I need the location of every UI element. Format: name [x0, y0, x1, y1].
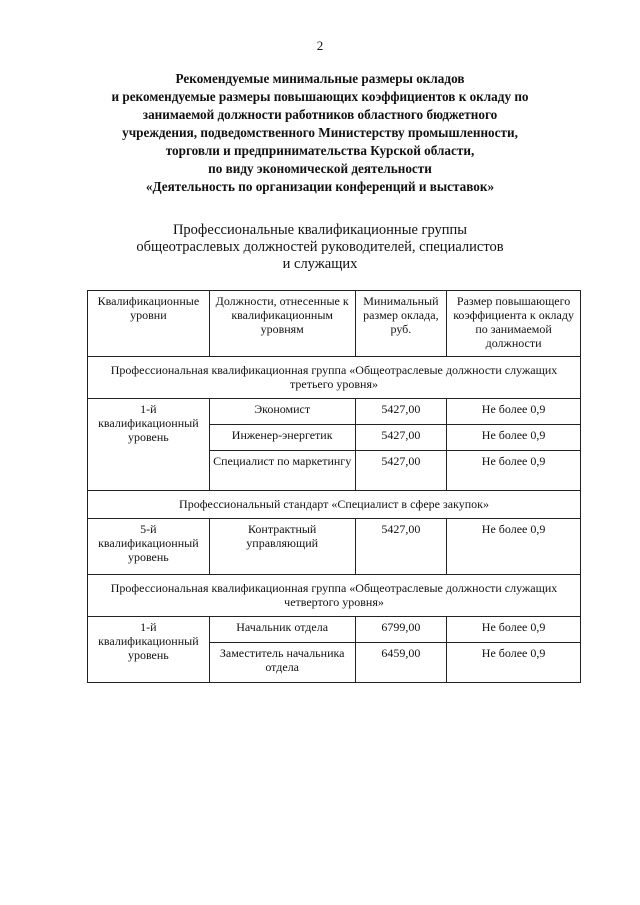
coefficient-cell: Не более 0,9 [447, 399, 581, 425]
position-cell: Экономист [209, 399, 355, 425]
qualification-level: 1-й квалификационный уровень [88, 399, 210, 491]
salary-cell: 5427,00 [355, 451, 447, 491]
group-title-row [88, 357, 581, 399]
table-row [88, 519, 581, 575]
title-line: Рекомендуемые минимальные размеры окладов [175, 71, 465, 86]
group-title: Профессиональная квалификационная группа «Общеотраслевые должности служащих третьего уровня» [88, 357, 581, 399]
table-row [88, 617, 581, 643]
title-line: «Деятельность по организации конференций и выставок» [145, 179, 495, 194]
title-line: учреждения, подведомственного Министерству промышленности, [122, 125, 518, 140]
coefficient-cell: Не более 0,9 [447, 451, 581, 491]
title-line: по виду экономической деятельности [208, 161, 432, 176]
salary-cell: 6799,00 [355, 617, 447, 643]
group-title: Профессиональная квалификационная группа «Общеотраслевые должности служащих четвертого уровня» [88, 575, 581, 617]
group-title: Профессиональный стандарт «Специалист в сфере закупок» [88, 491, 581, 519]
position-cell: Заместитель начальника отдела [209, 643, 355, 683]
document-title [70, 70, 570, 196]
coefficient-cell: Не более 0,9 [447, 643, 581, 683]
table-row [88, 399, 581, 425]
page-number: 2 [316, 38, 324, 53]
salary-table [87, 290, 581, 683]
salary-cell: 6459,00 [355, 643, 447, 683]
position-cell: Специалист по маркетингу [209, 451, 355, 491]
title-line: торговли и предпринимательства Курской области, [165, 143, 475, 158]
header-min-salary: Минимальный размер оклада, руб. [355, 291, 447, 357]
group-title-row [88, 491, 581, 519]
subtitle-line: общеотраслевых должностей руководителей, специалистов [136, 239, 504, 255]
header-coefficient: Размер повышающего коэффициента к окладу по занимаемой должности [447, 291, 581, 357]
coefficient-cell: Не более 0,9 [447, 519, 581, 575]
title-line: и рекомендуемые размеры повышающих коэффициентов к окладу по [111, 89, 529, 104]
subtitle-line: и служащих [282, 256, 358, 272]
position-cell: Начальник отдела [209, 617, 355, 643]
position-cell: Инженер-энергетик [209, 425, 355, 451]
group-title-row [88, 575, 581, 617]
table-header-row [88, 291, 581, 357]
header-positions: Должности, отнесенные к квалификационным уровням [209, 291, 355, 357]
salary-cell: 5427,00 [355, 425, 447, 451]
coefficient-cell: Не более 0,9 [447, 617, 581, 643]
coefficient-cell: Не более 0,9 [447, 425, 581, 451]
salary-cell: 5427,00 [355, 519, 447, 575]
section-subtitle [100, 222, 540, 273]
title-line: занимаемой должности работников областного бюджетного [142, 107, 498, 122]
header-qualification-levels: Квалификационные уровни [88, 291, 210, 357]
qualification-level: 5-й квалификационный уровень [88, 519, 210, 575]
salary-cell: 5427,00 [355, 399, 447, 425]
subtitle-line: Профессиональные квалификационные группы [172, 222, 468, 238]
qualification-level: 1-й квалификационный уровень [88, 617, 210, 683]
position-cell: Контрактный управляющий [209, 519, 355, 575]
